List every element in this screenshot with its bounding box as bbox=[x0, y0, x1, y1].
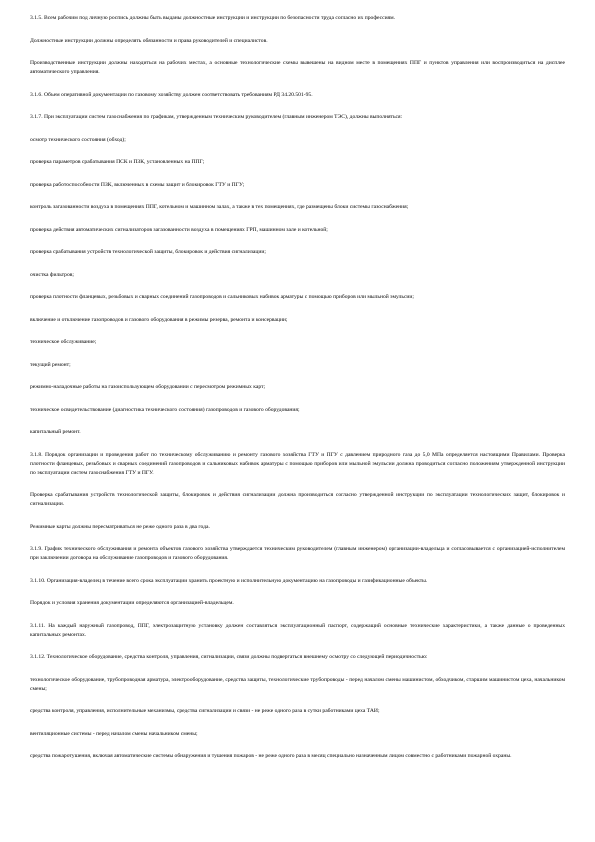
paragraph-3-1-12: 3.1.12. Технологическое оборудование, средства контроля, управления, сигнализации, связи должны подвергаться внешнему осмотру со следующей периодичностью: bbox=[30, 654, 428, 660]
paragraph-protection-check: Проверка срабатывания устройств технологической защиты, блокировок и действия сигнализации должна производиться согласно утвержденной инструкции по эксплуатации технологических защит, блокировок и сигнализации. bbox=[30, 492, 565, 507]
list-item: вентиляционные системы - перед началом смены начальником смены; bbox=[30, 730, 198, 737]
list-item: проверка работоспособности ПЗК, включенных в схемы защит и блокировок ГТУ и ПГУ; bbox=[30, 181, 245, 188]
list-item: текущий ремонт; bbox=[30, 361, 71, 368]
paragraph-3-1-11: 3.1.11. На каждый наружный газопровод, ППГ, электрозащитную установку должен составляться эксплуатационный паспорт, содержащий основные технические характеристики, а также данные о проведенных капитальных ремонтах. bbox=[30, 622, 565, 638]
list-item: средства контроля, управления, исполнительные механизмы, средства сигнализации и связи - не реже одного раза в сутки работниками цеха ТАИ; bbox=[30, 708, 380, 714]
paragraph-3-1-9: 3.1.9. График технического обслуживания и ремонта объектов газового хозяйства утверждается техническим руководителем (главным инженером) организации-владельца и согласовывается с организацией-исполнителем при заключении договора на обслуживание газопроводов и газового оборудования. bbox=[30, 546, 565, 561]
list-item: включение и отключение газопроводов и газового оборудования в режимы резерва, ремонта и консервации; bbox=[30, 316, 288, 323]
list-item: технологическое оборудование, трубопроводная арматура, электрооборудование, средства защиты, технологические трубопроводы - перед началом смены машинистом, обходчиком, старшим машинистом цеха, начальником смены; bbox=[30, 676, 565, 692]
list-item: средства пожаротушения, включая автоматические системы обнаружения и тушения пожаров - не реже одного раза в месяц специально назначенным лицом совместно с работниками пожарной охраны. bbox=[30, 753, 512, 759]
paragraph-job-instructions: Должностные инструкции должны определять обязанности и права руководителей и специалистов. bbox=[30, 37, 268, 44]
paragraph-storage-order: Порядок и условия хранения документации определяются организацией-владельцем. bbox=[30, 600, 234, 606]
paragraph-3-1-7: 3.1.7. При эксплуатации систем газоснабжения по графикам, утвержденным техническим руководителем (главным инженером ТЭС), должны выполняться: bbox=[30, 114, 403, 120]
paragraph-3-1-10: 3.1.10. Организация-владелец в течение всего срока эксплуатации хранить проектную и исполнительную документацию на газопроводы и газификационные объекты. bbox=[30, 577, 428, 584]
paragraph-regime-cards: Режимные карты должны пересматриваться не реже одного раза в два года. bbox=[30, 523, 210, 530]
paragraph-3-1-8: 3.1.8. Порядок организации и проведения работ по техническому обслуживанию и ремонту газового хозяйства ГТУ и ПГУ с давлением природного газа до 5,0 МПа определяется настоящими Правилами. Проверка плотности фланцевых, резьбовых и сварных соединений газопроводов и сальниковых набивок арматуры с помощью приборов или мыльной эмульсии должна проводиться согласно положениям утвержденной инструкции по эксплуатации систем газоснабжения ГТУ и ПГУ. bbox=[30, 451, 565, 476]
list-item: контроль загазованности воздуха в помещениях ППГ, котельном и машинном залах, а также в тех помещениях, где размещены блоки системы газоснабжения; bbox=[30, 204, 409, 210]
list-item: осмотр технического состояния (обход); bbox=[30, 136, 126, 143]
list-item: проверка параметров срабатывания ПСК и ПЗК, установленных на ППГ; bbox=[30, 159, 205, 165]
list-item: капитальный ремонт. bbox=[30, 429, 81, 435]
list-item: режимно-наладочные работы на газоиспользующем оборудовании с пересмотром режимных карт; bbox=[30, 384, 266, 390]
list-item: проверка срабатывания устройств технологической защиты, блокировок и действия сигнализации; bbox=[30, 249, 266, 255]
paragraph-3-1-6: 3.1.6. Объем оперативной документации по газовому хозяйству должен соответствовать требованиям РД 34.20.501-95. bbox=[30, 91, 313, 98]
paragraph-production-instructions: Производственные инструкции должны находиться на рабочих местах, а основные технологические схемы вывешены на видном месте в помещениях ППГ и пунктов управления или воспроизводиться на дисплее автоматического управления. bbox=[30, 60, 565, 75]
list-item: очистка фильтров; bbox=[30, 271, 74, 278]
list-item: проверка плотности фланцевых, резьбовых и сварных соединений газопроводов и сальниковых набивок арматуры с помощью приборов или мыльной эмульсии; bbox=[30, 294, 414, 300]
paragraph-3-1-5: 3.1.5. Всем рабочим под личную роспись должны быть выданы должностные инструкции и инструкции по безопасности труда согласно их профессиям. bbox=[30, 15, 396, 21]
list-item: техническое освидетельствование (диагностика технического состояния) газопроводов и газового оборудования; bbox=[30, 406, 300, 413]
list-item: техническое обслуживание; bbox=[30, 339, 97, 345]
list-item: проверка действия автоматических сигнализаторов загазованности воздуха в помещениях ГРП, машинном зале и котельной; bbox=[30, 226, 328, 233]
